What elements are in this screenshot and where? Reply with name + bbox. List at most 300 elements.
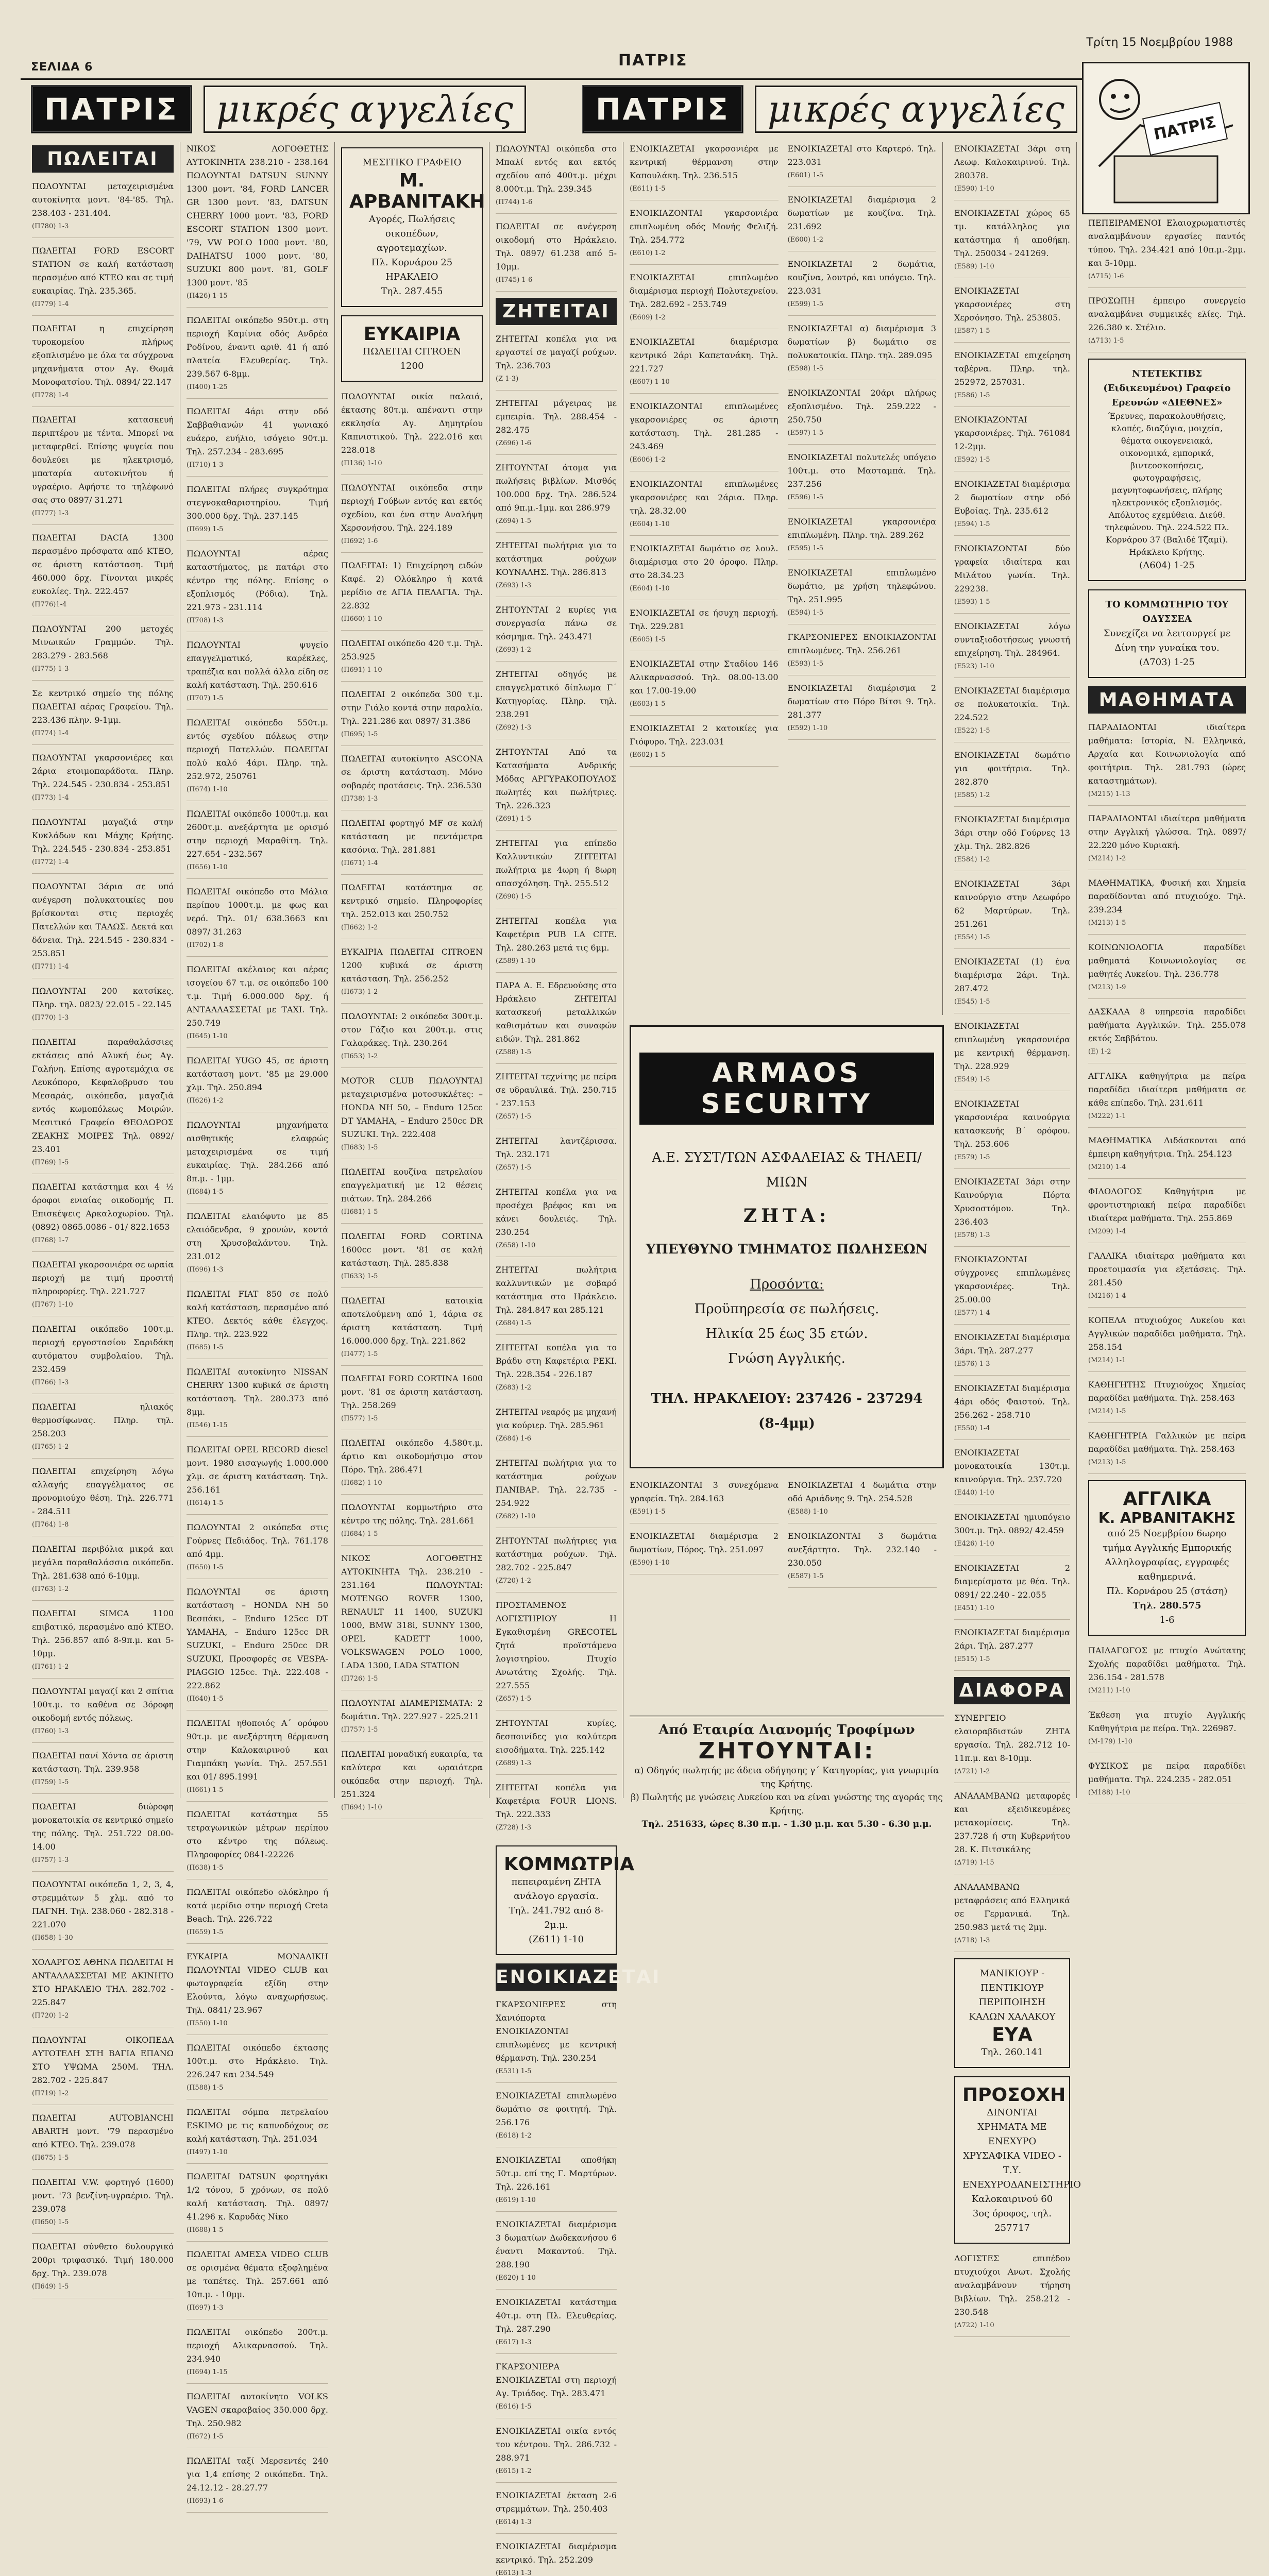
- classified-ad: [954, 955, 1070, 1013]
- ad-ref: (Π683) 1-5: [341, 1144, 378, 1151]
- ad-text: ΑΓΓΛΙΚΑ καθηγήτρια με πείρα παραδίδει ιδιαίτερα μαθήματα σε κάθε επίπεδο. Τηλ. 231.611: [1088, 1071, 1246, 1108]
- ad-text: ΠΑΡΑΔΙΔΟΝΤΑΙ ιδιαίτερα μαθήματα: Ιστορία, Ν. Ελληνικά, Αρχαία και Κοινωνιολογία από φοιτήτρια. Τηλ. 281.793 (ώρες καταστημάτων).: [1088, 722, 1246, 786]
- ad-ref: (Π656) 1-10: [187, 863, 228, 871]
- ad-text: ΕΝΟΙΚΙΑΖΕΤΑΙ διαμέρισμα σε πολυκατοικία. Τηλ. 224.522: [954, 686, 1070, 722]
- ad-list: [496, 332, 617, 1839]
- classified-ad: [32, 622, 174, 681]
- ad-ref: (Π776)1-4: [32, 601, 67, 608]
- section-header: ΕΝΟΙΚΙΑΖΕΤΑΙ: [496, 1963, 617, 1991]
- ad-ref: (Ε578) 1-3: [954, 1231, 990, 1239]
- food-line: β) Πωλητής με γνώσεις Λυκείου και να είναι γνώστης της αγοράς της Κρήτης.: [631, 1792, 943, 1816]
- ad-text: ΕΝΟΙΚΙΑΖΕΤΑΙ 2 δωμάτια, κουζίνα, λουτρό, και υπόγειο. Τηλ. 223.031: [787, 259, 936, 296]
- classified-ad: [187, 1585, 328, 1710]
- ad-text: ΠΩΛΕΙΤΑΙ περιβόλια μικρά και μεγάλα παραθαλάσσια οικόπεδα. Τηλ. 281.638 από 6-10μμ.: [32, 1544, 174, 1581]
- ad-text: ΠΩΛΕΙΤΑΙ πλήρες συγκρότημα στεγνοκαθαριστηρίου. Τιμή 300.000 δρχ. Τηλ. 237.145: [187, 484, 328, 521]
- ad-text: ΚΑΘΗΓΗΤΗΣ Πτυχιούχος Χημείας παραδίδει μαθήματα. Τηλ. 258.463: [1088, 1380, 1246, 1403]
- ad-ref: (Μ222) 1-1: [1088, 1112, 1126, 1120]
- food-phone: Τηλ. 251633, ώρες 8.30 π.μ. - 1.30 μ.μ. και 5.30 - 6.30 μ.μ.: [641, 1819, 932, 1829]
- classified-ad: [954, 1331, 1070, 1376]
- ad-text: ΕΝΟΙΚΙΑΖΕΤΑΙ κατάστημα 40τ.μ. στη Πλ. Ελευθερίας. Τηλ. 287.290: [496, 2297, 617, 2334]
- ad-text: ΠΩΛΕΙΤΑΙ οικόπεδο 4.580τ.μ. άρτιο και οικοδομήσιμο στον Πόρο. Τηλ. 286.471: [341, 1438, 483, 1475]
- ad-ref: (Ε604) 1-10: [630, 585, 670, 592]
- ad-text: ΓΑΛΛΙΚΑ ιδιαίτερα μαθήματα και προετοιμασία για εξετάσεις. Τηλ. 281.450: [1088, 1251, 1246, 1287]
- english-title: ΑΓΓΛΙΚΑ: [1123, 1488, 1211, 1510]
- detective-ref: (Δ604) 1-25: [1139, 560, 1195, 571]
- ad-ref: (Δ715) 1-6: [1088, 273, 1124, 280]
- classified-ad: [32, 2176, 174, 2234]
- ad-text: ΕΝΟΙΚΙΑΖΟΝΤΑΙ γκαρσονιέρες. Τηλ. 761084 12-2μμ.: [954, 415, 1070, 451]
- manicure-name: ΕΥΑ: [992, 2024, 1033, 2045]
- ad-ref: (Μ213) 1-9: [1088, 984, 1126, 991]
- ad-text: ΕΝΟΙΚΙΑΖΟΝΤΑΙ γκαρσονιέρα επιπλωμένη οδός Μονής Φελιζή. Τηλ. 254.772: [630, 208, 779, 245]
- ad-ref: (Ε590) 1-10: [630, 1559, 670, 1567]
- ad-ref: (Π692) 1-6: [341, 537, 378, 545]
- ad-ref: (Π777) 1-3: [32, 510, 69, 517]
- broker-name: Μ. ΑΡΒΑΝΙΤΑΚΗ: [349, 170, 485, 212]
- classified-ad: [1088, 1314, 1246, 1372]
- classified-ad: [954, 1446, 1070, 1504]
- armaos-logo: ARMAOS SECURITY: [639, 1053, 934, 1125]
- classified-ad: [32, 1543, 174, 1601]
- ad-ref: (Π681) 1-5: [341, 1208, 378, 1216]
- classified-ad: [954, 478, 1070, 536]
- ad-ref: (Ε600) 1-2: [787, 236, 824, 244]
- classified-ad: [187, 1287, 328, 1359]
- ad-text: ΛΟΓΙΣΤΕΣ επιπέδου πτυχιούχοι Ανωτ. Σχολής αναλαμβάνουν τήρηση Βιβλίων. Τηλ. 258.212 - 230.548: [954, 2253, 1070, 2317]
- ad-text: ΝΙΚΟΣ ΛΟΓΟΘΕΤΗΣ ΑΥΤΟΚΙΝΗΤΑ Τηλ. 238.210 - 231.164 ΠΩΛΟΥΝΤΑΙ: MOTENGO ROVER 1300, RENAULT 11 1400, SUZUKI 1000, BMW 318i, SUNNY 1300, OPEL KADETT 1000, VOLKSWAGEN POLO 1000, LADA 1300, LADA STATION: [341, 1553, 483, 1670]
- ad-ref: (Π773) 1-4: [32, 794, 69, 802]
- ad-text: ΕΝΟΙΚΙΑΖΕΤΑΙ ημιυπόγειο 300τ.μ. Τηλ. 0892/ 42.459: [954, 1512, 1070, 1535]
- column-5: [623, 142, 943, 1015]
- armaos-company: Α.Ε. ΣΥΣΤ/ΤΩΝ ΑΣΦΑΛΕΙΑΣ & ΤΗΛΕΠ/ΜΙΩΝ: [652, 1150, 922, 1190]
- classified-ad: [32, 1465, 174, 1536]
- ad-text: ΕΝΟΙΚΙΑΖΕΤΑΙ λόγω συνταξιοδοτήσεως γνωστή επιχείρηση. Τηλ. 284964.: [954, 621, 1070, 658]
- ad-ref: (Ε606) 1-2: [630, 456, 666, 464]
- classified-ad: [32, 244, 174, 316]
- classified-ad: [954, 749, 1070, 807]
- classified-ad: [496, 2489, 617, 2534]
- ad-text: ΖΗΤΕΙΤΑΙ μάγειρας με εμπειρία. Τηλ. 288.454 - 282.475: [496, 398, 617, 435]
- column-5-lower: [623, 1479, 943, 1710]
- classified-ad: [788, 386, 937, 445]
- ad-ref: (Ε586) 1-5: [954, 392, 990, 399]
- classified-ad: [496, 1070, 617, 1128]
- ad-text: ΠΩΛΕΙΤΑΙ ηλιακός θερμοσίφωνας. Πληρ. τηλ. 258.203: [32, 1402, 174, 1438]
- classified-ad: [496, 2360, 617, 2418]
- ad-text: ΚΟΠΕΛΑ πτυχιούχος Λυκείου και Αγγλικών παραδίδει μαθήματα. Τηλ. 258.154: [1088, 1315, 1246, 1352]
- ad-ref: (Π638) 1-5: [187, 1864, 224, 1872]
- detective-ad: [1088, 359, 1246, 581]
- ad-ref: (Ε594) 1-5: [787, 609, 824, 617]
- classified-ad: [187, 142, 328, 308]
- ad-text: ΠΩΛΕΙΤΑΙ: 1) Επιχείρηση ειδών Καφέ. 2) Ολόκληρο ή κατά μερίδιο σε ΑΓΙΑ ΠΕΛΑΓΙΑ. Τηλ. 22.832: [341, 561, 483, 611]
- ad-text: ΕΝΟΙΚΙΑΖΕΤΑΙ διαμέρισμα 2 δωματίων με κουζίνα. Τηλ. 231.692: [787, 195, 936, 231]
- ad-text: ΠΩΛΟΥΝΤΑΙ μεταχειρισμένα αυτοκίνητα μοντ. '84-'85. Τηλ. 238.403 - 231.404.: [32, 181, 174, 218]
- ad-text: ΠΩΛΕΙΤΑΙ V.W. φορτηγό (1600) μοντ. '73 βενζίνη-υγραέριο. Τηλ. 239.078: [32, 2177, 174, 2214]
- ad-text: ΠΩΛΕΙΤΑΙ κατάστημα 55 τετραγωνικών μέτρων περίπου στο κέντρο της πόλεως. Πληροφορίες 0841-22226: [187, 1809, 328, 1859]
- classified-ad: [496, 539, 617, 597]
- classified-ad: [496, 1134, 617, 1179]
- ad-ref: (Π477) 1-5: [341, 1350, 378, 1358]
- classified-ad: [32, 751, 174, 809]
- ad-text: ΔΑΣΚΑΛΑ 8 υπηρεσία παραδίδει μαθήματα Αγγλικών. Τηλ. 255.078 εκτός Σαββάτου.: [1088, 1007, 1246, 1043]
- classified-ad: [1088, 1378, 1246, 1423]
- english-address: Πλ. Κορνάρου 25 (στάση): [1106, 1586, 1228, 1597]
- classified-ad: [954, 142, 1070, 200]
- ad-ref: (Π658) 1-30: [32, 1934, 73, 1942]
- ad-ref: (Ε587) 1-5: [788, 1572, 824, 1580]
- classified-ad: [341, 817, 483, 875]
- ad-text: ΠΩΛΕΙΤΑΙ ηθοποιός Α΄ ορόφου 90τ.μ. με ανεξάρτητη θέρμανση στην Καλοκαιρινού και Γιαμπάκη γωνία. Τηλ. 257.551 και 01/ 895.1991: [187, 1718, 328, 1782]
- classified-ad: [954, 1020, 1070, 1091]
- hairdresser-body: πεπειραμένη ΖΗΤΑ ανάλογο εργασία. Τηλ. 241.792 από 8-2μ.μ.: [509, 1876, 604, 1930]
- ad-ref: (Ζ691) 1-5: [496, 815, 532, 823]
- ad-ref: (Δ719) 1-15: [954, 1859, 994, 1867]
- ad-text: ΕΝΟΙΚΙΑΖΕΤΑΙ μονοκατοικία 130τ.μ. καινούργια. Τηλ. 237.720: [954, 1448, 1070, 1484]
- ad-list: [1088, 1644, 1246, 1804]
- ad-ref: (Π684) 1-5: [187, 1188, 224, 1196]
- ad-text: ΠΩΛΕΙΤΑΙ σόμπα πετρελαίου ESKIMO με τις καπνοδόχους σε καλή κατάσταση. Τηλ. 251.034: [187, 2107, 328, 2144]
- ad-text: ΖΗΤΟΥΝΤΑΙ άτομα για πωλήσεις βιβλίων. Μισθός 100.000 δρχ. Τηλ. 286.524 από 9π.μ.-1μμ. και 286.979: [496, 463, 617, 513]
- ad-text: ΖΗΤΟΥΝΤΑΙ Από τα Κατασήματα Ανδρικής Μόδας ΑΡΓΥΡΑΚΟΠΟΥΛΟΣ πωλητές και πωλήτριες. Τηλ. 226.323: [496, 747, 617, 810]
- classified-ad: [630, 142, 779, 200]
- classified-ad: [341, 1748, 483, 1819]
- ad-text: ΠΩΛΕΙΤΑΙ αυτοκίνητο ASCONA σε άριστη κατάσταση. Μόνο σοβαρές προτάσεις. Τηλ. 236.530: [341, 754, 483, 790]
- ad-ref: (Π708) 1-3: [187, 617, 224, 624]
- ad-ref: (Ε554) 1-5: [954, 934, 990, 941]
- eukairia-ad: [341, 315, 483, 382]
- classified-ad: [496, 397, 617, 455]
- ad-text: ΕΝΟΙΚΙΑΖΟΝΤΑΙ σύγχρονες επιπλωμένες γκαρσονιέρες. Τηλ. 25.00.00: [954, 1255, 1070, 1304]
- ad-text: ΝΙΚΟΣ ΛΟΓΟΘΕΤΗΣ ΑΥΤΟΚΙΝΗΤΑ 238.210 - 238.164 ΠΩΛΟΥΝΤΑΙ DATSUN SUNNY 1300 μοντ. '84, FORD LANCER GR 1300 μοντ. '83, DATSUN CHERRY 1000 μοντ. '83, FORD ESCORT STATION 1300 μοντ. '79, VW POLO 1000 μοντ. '80, DAIHATSU 1000 μοντ. '80, SUZUKI 800 μοντ. '81, GOLF 1300 μοντ. '85: [187, 144, 328, 287]
- classified-ad: [187, 1717, 328, 1802]
- ad-ref: (Π626) 1-2: [187, 1097, 224, 1105]
- ad-text: ΖΗΤΕΙΤΑΙ οδηγός με επαγγελματικό δίπλωμα Γ΄ Κατηγορίας. Πληρ. τηλ. 238.291: [496, 669, 617, 719]
- classified-ad: [1088, 1134, 1246, 1179]
- ad-list: [187, 142, 328, 2513]
- manicure-title: ΜΑΝΙΚΙΟΥΡ - ΠΕΝΤΙΚΙΟΥΡ ΠΕΡΙΠΟΙΗΣΗ ΚΑΛΩΝ ΧΑΛΑΚΟΥ: [969, 1968, 1056, 2022]
- ad-ref: (Ε617) 1-3: [496, 2338, 532, 2346]
- food-zitountai: ΖΗΤΟΥΝΤΑΙ:: [698, 1738, 875, 1764]
- classified-ad: [496, 2154, 617, 2212]
- armaos-phone: ΤΗΛ. ΗΡΑΚΛΕΙΟΥ: 237426 - 237294 (8-4μμ): [651, 1391, 923, 1431]
- running-header: [21, 27, 1248, 73]
- ad-text: ΕΝΟΙΚΙΑΖΕΤΑΙ γκαρσονιέρα με κεντρική θέρμανση στην Καπουλάκη. Τηλ. 236.515: [630, 144, 779, 180]
- classified-ad: [187, 1521, 328, 1579]
- ad-text: ΖΗΤΕΙΤΑΙ κοπέλα για Καφετέρια FOUR LIONS. Τηλ. 222.333: [496, 1783, 617, 1819]
- armaos-req: Γνώση Αγγλικής.: [728, 1351, 845, 1366]
- ad-ref: (Π738) 1-3: [341, 795, 378, 803]
- classified-ad: [630, 271, 779, 329]
- classified-ad: [954, 542, 1070, 614]
- ad-ref: (Π653) 1-2: [341, 1053, 378, 1060]
- classified-ad: [341, 1436, 483, 1495]
- classified-ad: [341, 1010, 483, 1068]
- ad-text: ΠΩΛΟΥΝΤΑΙ γκαρσονιέρες και 2άρια ετοιμοπαράδοτα. Πληρ. Τηλ. 224.545 - 230.834 - 253.851: [32, 753, 174, 789]
- classified-ad: [788, 142, 937, 187]
- barber-body: Συνεχίζει να λειτουργεί με Δίνη την γυναίκα του.: [1103, 628, 1231, 653]
- classified-ad: [954, 1382, 1070, 1440]
- ad-ref: (Π633) 1-5: [341, 1273, 378, 1280]
- ad-text: ΠΩΛΕΙΤΑΙ FORD CORTINA 1600 μοντ. '81 σε άριστη κατάσταση. Τηλ. 258.269: [341, 1374, 483, 1410]
- ad-text: ΖΗΤΕΙΤΑΙ τεχνίτης με πείρα σε υδραυλικά. Τηλ. 250.715 - 237.153: [496, 1072, 617, 1108]
- ad-text: ΕΝΟΙΚΙΑΖΟΝΤΑΙ 3 δωμάτια ανεξάρτητα. Τηλ. 232.140 - 230.050: [788, 1531, 937, 1568]
- ad-text: ΕΝΟΙΚΙΑΖΕΤΑΙ 3άρι καινούργιο στην Λεωφόρο 62 Μαρτύρων. Τηλ. 251.261: [954, 879, 1070, 929]
- classified-ad: [32, 1180, 174, 1252]
- ad-text: ΠΩΛΕΙΤΑΙ σε ανέγερση οικοδομή στο Ηράκλειο. Τηλ. 0897/ 61.238 από 5-10μμ.: [496, 222, 617, 272]
- classified-ad: [954, 1175, 1070, 1247]
- ad-text: ΕΝΟΙΚΙΑΖΕΤΑΙ στην Σταδίου 146 Αλικαρνασσού. Τηλ. 08.00-13.00 και 17.00-19.00: [630, 659, 779, 696]
- ad-ref: (Π778) 1-4: [32, 392, 69, 399]
- classified-ad: [788, 1479, 937, 1523]
- armaos-security-ad: [630, 1025, 944, 1468]
- ad-ref: (Π659) 1-5: [187, 1928, 224, 1936]
- ad-ref: (Ε545) 1-5: [954, 998, 990, 1006]
- ad-text: ΠΩΛΕΙΤΑΙ μοναδική ευκαιρία, τα καλύτερα και ωραιότερα οικόπεδα στην περιοχή. Τηλ. 251.324: [341, 1749, 483, 1799]
- classified-ad: [187, 807, 328, 879]
- classified-ad: [496, 1599, 617, 1710]
- ad-text: ΠΩΛΕΙΤΑΙ YUGO 45, σε άριστη κατάσταση μοντ. '85 με 29.000 χλμ. Τηλ. 250.894: [187, 1056, 328, 1092]
- ad-ref: (Ζ657) 1-5: [496, 1164, 532, 1172]
- ad-text: ΠΩΛΟΥΝΤΑΙ: 2 οικόπεδα 300τ.μ. στον Γάζιο και 200τ.μ. στις Γαλαράκες. Τηλ. 230.264: [341, 1011, 483, 1048]
- ad-ref: (Π691) 1-10: [341, 666, 382, 674]
- ad-text: ΦΥΣΙΚΟΣ με πείρα παραδίδει μαθήματα. Τηλ. 224.235 - 282.051: [1088, 1761, 1246, 1784]
- classified-ad: [341, 1372, 483, 1430]
- ad-text: ΠΩΛΕΙΤΑΙ κατάστημα και 4 ½ όροφοι ενιαίας οικοδομής Π. Επισκέψεις Αρκαλοχωρίου. Τηλ. (0892) 0865.0086 - 01/ 822.1653: [32, 1182, 174, 1232]
- classified-ad: [341, 1697, 483, 1741]
- classified-ad: [341, 1294, 483, 1366]
- ad-text: ΠΩΛΕΙΤΑΙ διώροφη μονοκατοικία σε κεντρικό σημείο της πόλης. Τηλ. 251.722 08.00-14.00: [32, 1802, 174, 1852]
- food-company: Από Εταιρία Διανομής Τροφίμων: [658, 1722, 915, 1738]
- classified-ad: [496, 668, 617, 739]
- ad-ref: (Π694) 1-10: [341, 1804, 382, 1811]
- eukairia-title: ΕΥΚΑΙΡΙΑ: [363, 324, 461, 345]
- classified-ad: [187, 2106, 328, 2164]
- ad-ref: (Ε605) 1-5: [630, 636, 666, 643]
- section-header: ΜΑΘΗΜΑΤΑ: [1088, 686, 1246, 714]
- ad-text: ΕΝΟΙΚΙΑΖΕΤΑΙ 3άρι στην Καινούργια Πόρτα Χρυσοστόμου. Τηλ. 236.403: [954, 1177, 1070, 1227]
- ad-ref: (Π696) 1-3: [187, 1266, 224, 1274]
- ad-text: ΠΩΛΟΥΝΤΑΙ αέρας καταστήματος, με πατάρι στο κέντρο της πόλης. Επίσης ο εξοπλισμός (Ρόδια). Τηλ. 221.973 - 231.114: [187, 549, 328, 612]
- ad-text: ΜΑΘΗΜΑΤΙΚΑ Διδάσκονται από έμπειρη καθηγήτρια. Τηλ. 254.123: [1088, 1136, 1246, 1159]
- ad-ref: (Δ721) 1-2: [954, 1768, 990, 1775]
- ad-ref: (Ε584) 1-2: [954, 856, 990, 863]
- classified-ad: [187, 405, 328, 477]
- barber-ad: [1088, 589, 1246, 678]
- ad-ref: (Π779) 1-4: [32, 300, 69, 308]
- broker-ad: [341, 147, 483, 307]
- paper-name: ΠΑΤΡΙΣ: [618, 52, 688, 70]
- ad-ref: (Μ-179) 1-10: [1088, 1738, 1132, 1745]
- classified-ad: [496, 461, 617, 533]
- ad-text: ΑΝΑΛΑΜΒΑΝΩ μεταφορές και εξειδικευμένες μετακομίσεις. Τηλ. 237.728 ή στη Κυβερνήτου 28. Κ. Πιτσικάλης: [954, 1791, 1070, 1854]
- classified-ad: [32, 1036, 174, 1174]
- classified-ad: [341, 881, 483, 939]
- classified-ad: [954, 2252, 1070, 2337]
- ad-ref: (Ε592) 1-10: [787, 724, 828, 732]
- ad-text: ΕΝΟΙΚΙΑΖΕΤΑΙ διαμέρισμα 3 δωματίων Δωδεκανήσου 6 έναντι Μακαντού. Τηλ. 288.190: [496, 2219, 617, 2269]
- ad-text: ΖΗΤΕΙΤΑΙ πωλήτρια για το κατάστημα ρούχων ΚΟΥΝΑΛΗΣ. Τηλ. 286.813: [496, 540, 617, 577]
- ad-ref: (Ε607) 1-10: [630, 378, 670, 386]
- detective-body: Έρευνες, παρακολουθήσεις, κλοπές, διαζύγια, μοιχεία, θέματα οικογενειακά, οικονομικά, εμπορικά, βιντεοσκοπήσεις, φωτογραφήσεις, μαγνητοφωνήσεις, πλήρης ηλεκτρονικός εξοπλισμός. Απόλυτος εχεμύθεια. Διεύθ. τηλεφώνου. Τηλ. 224.522 Πλ. Κορνάρου 37 (Βαλιδέ Τζαμί). Ηράκλειο Κρήτης.: [1105, 411, 1229, 557]
- ad-text: MOTOR CLUB ΠΩΛΟΥΝΤΑΙ μεταχειρισμένα μοτοσυκλέτες: – HONDA NH 50, – Enduro 125cc DT YAMAHA, – Enduro 250cc DR SUZUKI. Τηλ. 222.408: [341, 1076, 483, 1139]
- ad-ref: (Μ216) 1-4: [1088, 1292, 1126, 1300]
- english-course-ad: [1088, 1480, 1246, 1636]
- classifieds-title: μικρές αγγελίες: [755, 86, 1077, 133]
- classified-ad: [496, 332, 617, 391]
- classified-ad: [187, 2454, 328, 2513]
- ad-ref: (Π614) 1-5: [187, 1499, 224, 1507]
- ad-ref: (Π671) 1-4: [341, 859, 378, 867]
- ad-ref: (Π702) 1-8: [187, 941, 224, 949]
- ad-text: ΖΗΤΕΙΤΑΙ νεαρός με μηχανή για κούριερ. Τηλ. 285.961: [496, 1407, 617, 1430]
- classified-ad: [341, 1230, 483, 1288]
- ad-ref: (Ζ694) 1-5: [496, 517, 532, 525]
- english-phone: Τηλ. 280.575: [1132, 1600, 1202, 1611]
- ad-text: Έκθεση για πτυχίο Αγγλικής Καθηγήτρια με πείρα. Τηλ. 226987.: [1088, 1710, 1246, 1733]
- classified-ad: [1088, 1185, 1246, 1243]
- classified-ad: [32, 1800, 174, 1872]
- ad-text: ΠΩΛΕΙΤΑΙ κατασκευή περιπτέρου με τέντα. Μπορεί να μεταφερθεί. Επίσης ψυγεία που δουλεύει με ηλεκτρισμό, μπαταρία αυτοκινήτου ή υγραέριο. Αφήστε το τηλέφωνό σας στο 0897/ 31.271: [32, 415, 174, 505]
- ad-ref: (Ε618) 1-2: [496, 2132, 532, 2140]
- classified-ad: [630, 606, 779, 651]
- ad-text: ΕΝΟΙΚΙΑΖΕΤΑΙ επιχείρηση ταβέρνα. Πληρ. τηλ. 252972, 257031.: [954, 350, 1070, 387]
- ad-ref: (Π650) 1-5: [32, 2218, 69, 2226]
- ad-text: ΖΗΤΕΙΤΑΙ λαντζέρισσα. Τηλ. 232.171: [496, 1136, 617, 1159]
- ad-text: ΕΝΟΙΚΙΑΖΕΤΑΙ επιπλωμένο δωμάτιο, με χρήση τηλεφώνου. Τηλ. 251.995: [787, 568, 936, 604]
- broker-title: ΜΕΣΙΤΙΚΟ ΓΡΑΦΕΙΟ: [362, 157, 462, 168]
- ad-text: ΕΝΟΙΚΙΑΖΕΤΑΙ πολυτελές υπόγειο 100τ.μ. στο Μασταμπά. Τηλ. 237.256: [787, 452, 936, 489]
- ad-ref: (Π660) 1-10: [341, 615, 382, 623]
- paper-logo: ΠΑΤΡΙΣ: [31, 85, 192, 133]
- ad-text: ΠΩΛΕΙΤΑΙ παραθαλάσσιες εκτάσεις από Αλυκή έως Αγ. Γαλήνη. Επίσης αγροτεμάχια σε Λευκόπορο, Κεφαλοβρυσο του Μεσαράς, οικόπεδα, μαγαζιά εντός κωμοπόλεως Μοιρών. Μεσιτικό Γραφείο ΘΕΟΔΩΡΟΣ ΖΕΑΚΗΣ ΜΟΙΡΕΣ Τηλ. 0892/ 23.401: [32, 1037, 174, 1154]
- ad-text: ΠΩΛΕΙΤΑΙ οικόπεδο 1000τ.μ. και 2600τ.μ. ανεξάρτητα με ορισμό στην περιοχή Μαραθίτη. Τηλ. 227.654 - 232.567: [187, 809, 328, 859]
- ad-text: ΠΩΛΟΥΝΤΑΙ οικόπεδα στην περιοχή Γούβων εντός και εκτός σχεδίου, και ένα στην Αναλήψη Χερσονήσου. Τηλ. 224.189: [341, 483, 483, 533]
- classified-ad: [496, 2540, 617, 2576]
- ad-text: ΓΚΑΡΣΟΝΙΕΡΑ ΕΝΟΙΚΙΑΖΕΤΑΙ στη περιοχή Αγ. Τριάδος. Τηλ. 283.471: [496, 2362, 617, 2398]
- classified-ad: [788, 1530, 937, 1588]
- ad-ref: (Μ188) 1-10: [1088, 1789, 1130, 1797]
- eukairia-text: ΠΩΛΕΙΤΑΙ CITROEN 1200: [362, 346, 462, 371]
- ad-text: ΠΩΛΕΙΤΑΙ οικόπεδο 200τ.μ. περιοχή Αλικαρνασσού. Τηλ. 234.940: [187, 2327, 328, 2364]
- ad-text: ΕΝΟΙΚΙΑΖΕΤΑΙ διαμέρισμα 3άρι. Τηλ. 287.277: [954, 1332, 1070, 1355]
- ad-ref: (Ε604) 1-10: [630, 520, 670, 528]
- classified-ad: [954, 813, 1070, 871]
- classified-ad: [187, 885, 328, 957]
- classified-ad: [341, 752, 483, 810]
- ad-text: ΠΩΛΕΙΤΑΙ φορτηγό MF σε καλή κατάσταση με πεντάμετρα κασόνια. Τηλ. 281.881: [341, 818, 483, 855]
- ad-ref: (Ε523) 1-10: [954, 663, 994, 670]
- ad-text: ΕΝΟΙΚΙΑΖΕΤΑΙ γκαρσονιέρα επιπλωμένη. Πληρ. τηλ. 289.262: [787, 517, 936, 540]
- ad-ref: (Δ718) 1-3: [954, 1937, 990, 1944]
- ad-text: ΠΩΛΕΙΤΑΙ AUTOBIANCHI ABARTH μοντ. '79 περασμένο από ΚΤΕΟ. Τηλ. 239.078: [32, 2113, 174, 2149]
- classified-ad: [630, 542, 779, 600]
- ad-ref: (Μ214) 1-2: [1088, 855, 1126, 862]
- ad-list: [32, 180, 174, 2298]
- ad-list: [1088, 721, 1246, 1474]
- ad-ref: (Π685) 1-5: [187, 1344, 224, 1351]
- classified-ad: [954, 1789, 1070, 1874]
- ad-ref: (Ε550) 1-4: [954, 1425, 990, 1432]
- ad-ref: (Ε522) 1-5: [954, 727, 990, 735]
- ad-ref: (Μ213) 1-5: [1088, 919, 1126, 927]
- ad-text: ΠΡΟΣΤΑΜΕΝΟΣ ΛΟΓΙΣΤΗΡΙΟΥ Η Εγκαθισμένη GRECOTEL ζητά προϊστάμενο λογιστηρίου. Πτυχίο Ανωτάτης Σχολής. Τηλ. 227.555: [496, 1600, 617, 1690]
- ad-text: ΖΗΤΕΙΤΑΙ κοπέλα για Καφετέρια PUB LA CITE. Τηλ. 280.263 μετά τις 6μμ.: [496, 916, 617, 953]
- ad-ref: (Π757) 1-3: [32, 1856, 69, 1864]
- classified-ad: [954, 684, 1070, 742]
- ad-ref: (Ε602) 1-5: [630, 751, 666, 759]
- cartoon-sign: ΠΑΤΡΙΣ: [1142, 102, 1228, 156]
- ad-text: ΕΝΟΙΚΙΑΖΕΤΑΙ διαμέρισμα 2 δωματίων, Πόρος. Τηλ. 251.097: [630, 1531, 779, 1554]
- ad-ref: (Ε576) 1-3: [954, 1360, 990, 1368]
- classified-ad: [788, 193, 937, 251]
- ad-text: ΠΩΛΕΙΤΑΙ κατάστημα σε κεντρικό σημείο. Πληροφορίες τηλ. 252.013 και 250.752: [341, 883, 483, 919]
- ad-text: ΠΩΛΟΥΝΤΑΙ μηχανήματα αισθητικής ελαφρώς μεταχειρισμένα σε τιμή ευκαιρίας. Τηλ. 284.266 από 8π.μ. - 1μμ.: [187, 1120, 328, 1183]
- ad-ref: (Ε587) 1-5: [954, 327, 990, 335]
- classified-ad: [496, 1456, 617, 1528]
- ad-ref: (Π675) 1-5: [32, 2154, 69, 2162]
- classified-ad: [954, 349, 1070, 407]
- classified-ad: [954, 1562, 1070, 1620]
- ad-text: ΠΩΛΕΙΤΑΙ DACIA 1300 περασμένο πρόσφατα από ΚΤΕΟ, σε άριστη κατάσταση. Τιμή 460.000 δρχ. Γίνονται μικρές ευκολίες. Τηλ. 222.457: [32, 533, 174, 596]
- ad-ref: (Π720) 1-2: [32, 2012, 69, 2020]
- ad-text: ΕΝΟΙΚΙΑΖΕΤΑΙ έκταση 2-6 στρεμμάτων. Τηλ. 250.403: [496, 2490, 617, 2514]
- ad-text: ΕΝΟΙΚΙΑΖΕΤΑΙ α) διαμέρισμα 3 δωματίων β) δωμάτιο σε πολυκατοικία. Πληρ. τηλ. 289.095: [787, 324, 936, 360]
- ad-text: ΠΩΛΕΙΤΑΙ οικόπεδο έκτασης 100τ.μ. στο Ηράκλειο. Τηλ. 226.247 και 234.549: [187, 2043, 328, 2079]
- detective-title: ΝΤΕΤΕΚΤΙΒΣ (Ειδικευμένοι) Γραφείο Ερευνών «ΔΙΕΘΝΕΣ»: [1103, 368, 1231, 408]
- classified-ad: [187, 1118, 328, 1204]
- classified-ad: [496, 1717, 617, 1775]
- classified-ad: [341, 688, 483, 746]
- ad-ref: (Ε598) 1-5: [787, 365, 824, 372]
- ad-ref: (Μ209) 1-4: [1088, 1228, 1126, 1235]
- pawnshop-ad: [954, 2076, 1081, 2244]
- ad-text: ΠΩΛΕΙΤΑΙ κατοικία αποτελούμενη από 1, 4άρια σε άριστη κατάσταση. Τιμή 16.000.000 δρχ. Τηλ. 221.862: [341, 1296, 483, 1346]
- ad-ref: (Ε440) 1-10: [954, 1489, 994, 1497]
- ad-ref: (Π719) 1-2: [32, 2090, 69, 2097]
- hairdresser-ref: (Ζ611) 1-10: [528, 1934, 584, 1945]
- ad-ref: (Π645) 1-10: [187, 1032, 228, 1040]
- classified-ad: [1088, 1708, 1246, 1753]
- ad-ref: (Ε593) 1-5: [787, 660, 824, 668]
- ad-text: ΕΝΟΙΚΙΑΖΕΤΑΙ διαμέρισμα 4άρι οδός Φαιστού. Τηλ. 256.262 - 258.710: [954, 1383, 1070, 1420]
- ad-text: ΖΗΤΕΙΤΑΙ κοπέλα για να προσέχει βρέφος και να κάνει δουλειές. Τηλ. 230.254: [496, 1187, 617, 1237]
- ad-text: ΠΩΛΕΙΤΑΙ OPEL RECORD diesel μοντ. 1980 εισαγωγής 1.000.000 χλμ. σε άριστη κατάσταση. Τηλ. 256.161: [187, 1445, 328, 1495]
- classified-ad: [32, 531, 174, 616]
- ad-ref: (Ζ720) 1-2: [496, 1577, 532, 1585]
- ad-text: ΠΩΛΕΙΤΑΙ οικόπεδο 950τ.μ. στη περιοχή Καμίνια οδός Ανδρέα Ροδίνου, έναντι αριθ. 41 ή από πλατεία Ελευθερίας. Τηλ. 239.567 6-8μμ.: [187, 315, 328, 379]
- column-1: [26, 142, 180, 2291]
- hairdresser-ad: [496, 1845, 634, 1955]
- classified-ad: [187, 1443, 328, 1515]
- classified-ad: [341, 637, 483, 682]
- classified-ad: [32, 687, 174, 745]
- ad-text: ΕΝΟΙΚΙΑΖΕΤΑΙ επιπλωμένο διαμέρισμα περιοχή Πολυτεχνείου. Τηλ. 282.692 - 253.749: [630, 273, 779, 309]
- ad-text: ΠΩΛΕΙΤΑΙ οικόπεδο 550τ.μ. εντός σχεδίου πόλεως στην περιοχή Πατελλών. ΠΩΛΕΙΤΑΙ πολύ καλό 4άρι. Πληρ. τηλ. 252.972, 250761: [187, 718, 328, 781]
- ad-text: ΜΑΘΗΜΑΤΙΚΑ, Φυσική και Χημεία παραδίδονται από πτυχιούχο. Τηλ. 239.234: [1088, 878, 1246, 914]
- ad-text: ΕΝΟΙΚΙΑΖΕΤΑΙ διαμέρισμα 2άρι. Τηλ. 287.277: [954, 1628, 1070, 1651]
- cartoon-illustration: [1082, 62, 1250, 214]
- ad-ref: (Ε616) 1-5: [496, 2403, 532, 2411]
- pawnshop-address: Καλοκαιρινού 60 3ος όροφος, τηλ. 257717: [971, 2194, 1053, 2233]
- ad-text: ΖΗΤΟΥΝΤΑΙ 2 κυρίες για συνεργασία πάνω σε κόσμημα. Τηλ. 243.471: [496, 605, 617, 641]
- classified-ad: [32, 816, 174, 874]
- ad-text: ΠΩΛΟΥΝΤΑΙ μαγαζιά στην Κυκλάδων και Μάχης Κρήτης. Τηλ. 224.545 - 230.834 - 253.851: [32, 817, 174, 854]
- classified-ad: [496, 1781, 617, 1839]
- pawnshop-text: ΔΙΝΟΝΤΑΙ ΧΡΗΜΑΤΑ ΜΕ ΕΝΕΧΥΡΟ ΧΡΥΣΑΦΙΚΑ VIDEO - Τ.Υ. ΕΝΕΧΥΡΟΔΑΝΕΙΣΤΗΡΙΟ: [962, 2107, 1081, 2190]
- classified-ad: [32, 413, 174, 525]
- classified-ad: [788, 682, 937, 740]
